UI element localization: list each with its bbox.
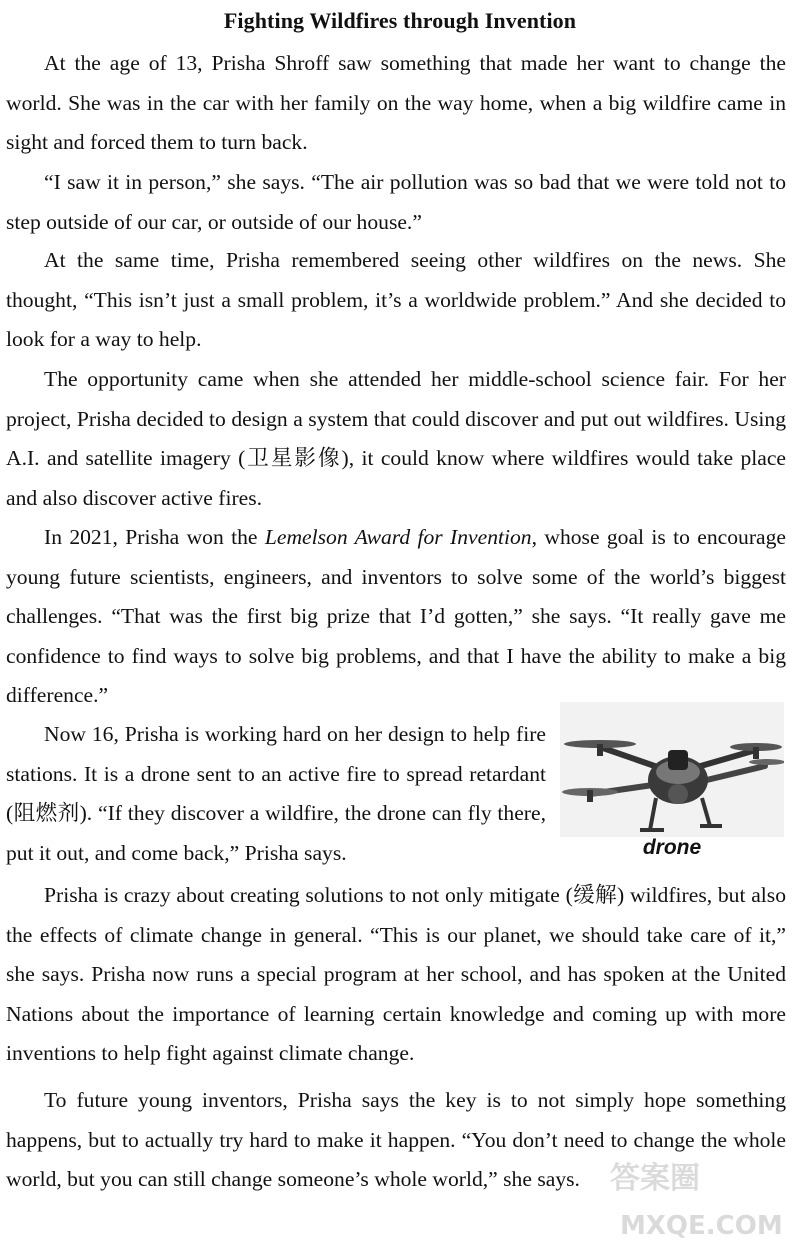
- watermark-small-text: 答案圈: [610, 1161, 700, 1196]
- drone-image: [560, 702, 784, 837]
- paragraph-5-before: In 2021, Prisha won the: [44, 525, 265, 549]
- paragraph-3: At the same time, Prisha remembered seeing other wildfires on the news. She thought, “This isn’t just a small problem, it’s a worldwide problem.” And she decided to look for a way to help.: [6, 248, 786, 351]
- award-name: Lemelson Award for Invention: [264, 525, 532, 549]
- watermark-logo: [600, 1150, 790, 1240]
- drone-illustration: [560, 702, 784, 837]
- article-title: Fighting Wildfires through Invention: [223, 8, 577, 33]
- figure-caption: drone: [642, 836, 702, 859]
- watermark-text: MXQE.COM: [620, 1211, 783, 1240]
- paragraph-4: The opportunity came when she attended her middle-school science fair. For her project, Prisha decided to design a system that could discover and put out wildfires. Using A.I. and satellite imagery (卫星影像), it could know where wildfires would take place and also discover active fires.: [6, 367, 786, 510]
- paragraph-2: “I saw it in person,” she says. “The air pollution was so bad that we were told not to step outside of our car, or outside of our house.”: [6, 170, 786, 234]
- paragraph-1: At the age of 13, Prisha Shroff saw something that made her want to change the world. She was in the car with her family on the way home, when a big wildfire came in sight and forced them to turn back.: [6, 51, 786, 154]
- paragraph-5-after: , whose goal is to encourage young future scientists, engineers, and inventors to solve some of the world’s biggest challenges. “That was the first big prize that I’d gotten,” she says. “It really gave me confidence to find ways to solve big problems, and that I have the ability to make a big difference.”: [6, 525, 786, 707]
- paragraph-5: [6, 518, 786, 716]
- paragraph-8: To future young inventors, Prisha says the key is to not simply hope something happens, but to actually try hard to make it happen. “You don’t need to change the whole world, but you can still change someone’s whole world,” she says.: [6, 1088, 786, 1191]
- paragraph-6: Now 16, Prisha is working hard on her design to help fire stations. It is a drone sent to an active fire to spread retardant (阻燃剂). “If they discover a wildfire, the drone can fly there, put it out, and come back,” Prisha says.: [6, 722, 546, 865]
- paragraph-7: Prisha is crazy about creating solutions to not only mitigate (缓解) wildfires, but also the effects of climate change in general. “This is our planet, we should take care of it,” she says. Prisha now runs a special program at her school, and has spoken at the United Nations about the importance of learning certain knowledge and coming up with more inventions to help fight against climate change.: [6, 883, 786, 1065]
